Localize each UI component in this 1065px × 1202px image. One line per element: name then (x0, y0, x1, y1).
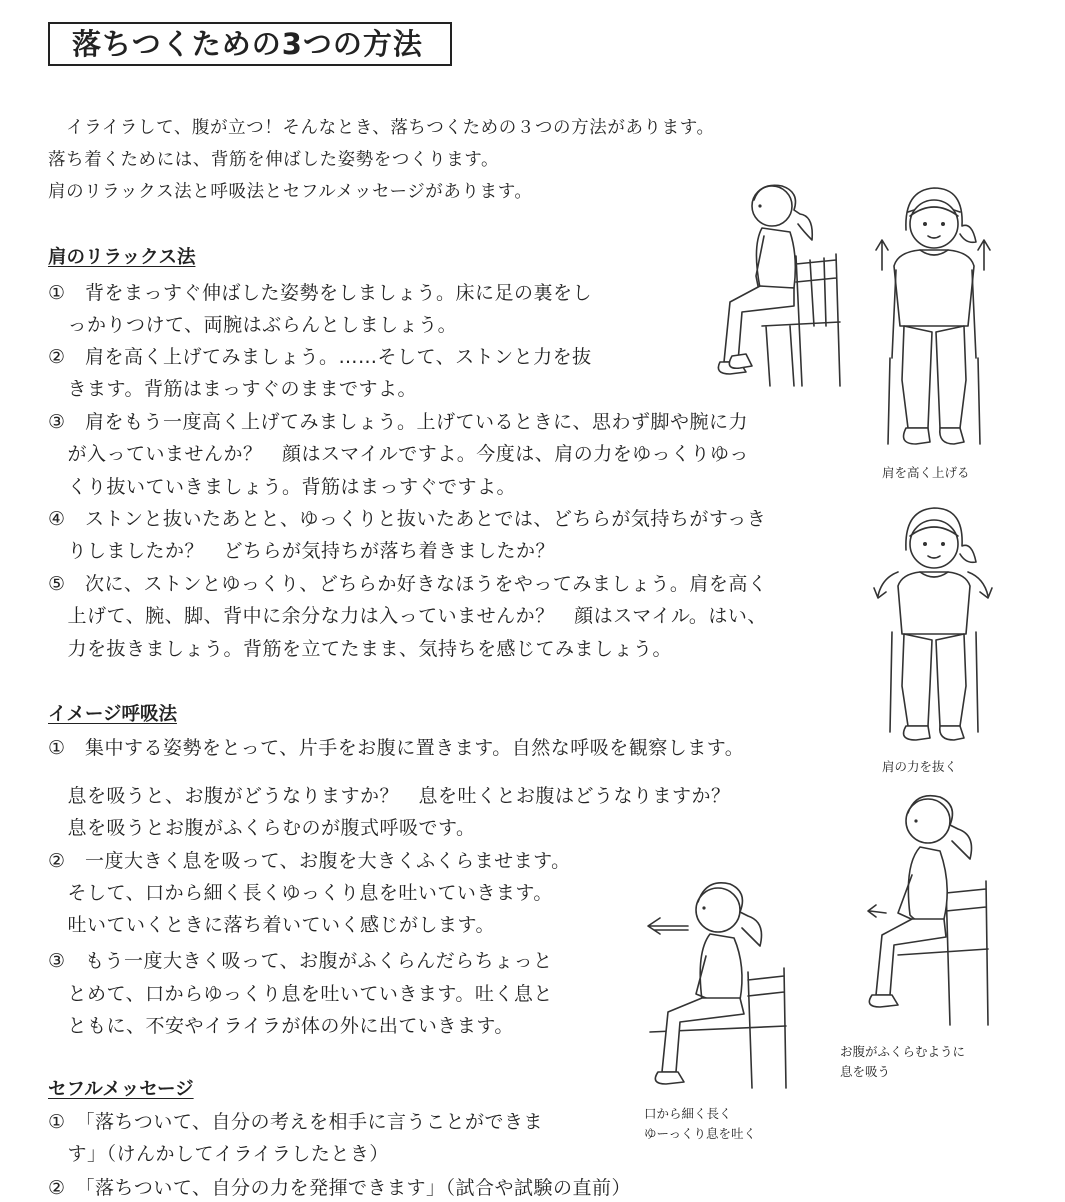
breathing-line: ① 集中する姿勢をとって、片手をお腹に置きます。自然な呼吸を観察します。 (48, 737, 745, 759)
shoulder-line: ④ ストンと抜いたあとと、ゆっくりと抜いたあとでは、どちらが気持ちがすっき (48, 508, 767, 530)
breathing-line: 息を吸うと、お腹がどうなりますか？ 息を吐くとお腹はどうなりますか？ (48, 785, 731, 807)
breathing-line: ② 一度大きく息を吸って、お腹を大きくふくらませます。 (48, 850, 571, 872)
shoulder-line: 力を抜きましょう。背筋を立てたまま、気持ちを感じてみましょう。 (48, 638, 673, 660)
girl-raise-shoulders-illustration (868, 182, 998, 462)
intro-line-2: 落ち着くためには、背筋を伸ばした姿勢をつくります。 (48, 150, 500, 170)
shoulder-line: りしましたか？ どちらが気持ちが落ち着きましたか？ (48, 540, 556, 562)
caption-inhale-line-1: お腹がふくらむように (840, 1044, 966, 1059)
self-message-line: す」（けんかしてイライラしたとき） (48, 1143, 389, 1165)
shoulder-line: ② 肩を高く上げてみましょう。……そして、ストンと力を抜 (48, 346, 592, 368)
caption-raise-shoulders: 肩を高く上げる (882, 465, 970, 480)
shoulder-line: ① 背をまっすぐ伸ばした姿勢をしましょう。床に足の裏をし (48, 282, 593, 304)
shoulder-line: くり抜いていきましょう。背筋はまっすぐですよ。 (48, 476, 517, 498)
intro-line-1: イライラして、腹が立つ！そんなとき、落ちつくための３つの方法があります。 (48, 118, 715, 138)
girl-exhale-illustration (640, 866, 820, 1096)
shoulder-line: っかりつけて、両腕はぶらんとしましょう。 (48, 314, 458, 336)
caption-inhale-line-2: 息を吸う (840, 1064, 891, 1079)
shoulder-line: きます。背筋はまっすぐのままですよ。 (48, 378, 417, 400)
shoulder-heading: 肩のリラックス法 (48, 247, 196, 268)
girl-seated-side-illustration (690, 176, 850, 396)
breathing-line: ともに、不安やイライラが体の外に出ていきます。 (48, 1015, 514, 1037)
caption-exhale-line-2: ゆーっくり息を吐く (644, 1126, 757, 1141)
caption-exhale-line-1: 口から細く長く (644, 1106, 732, 1121)
caption-release-shoulders: 肩の力を抜く (882, 759, 958, 774)
girl-release-shoulders-illustration (868, 500, 998, 760)
breathing-heading: イメージ呼吸法 (48, 704, 177, 725)
shoulder-line: 上げて、腕、脚、背中に余分な力は入っていませんか？ 顔はスマイル。はい、 (48, 605, 767, 627)
shoulder-line: が入っていませんか？ 顔はスマイルですよ。今度は、肩の力をゆっくりゆっ (48, 443, 749, 465)
shoulder-line: ⑤ 次に、ストンとゆっくり、どちらか好きなほうをやってみましょう。肩を高く (48, 573, 768, 595)
self-message-line: ① 「落ちついて、自分の考えを相手に言うことができま (48, 1111, 543, 1133)
intro-line-3: 肩のリラックス法と呼吸法とセフルメッセージがあります。 (48, 182, 533, 202)
self-message-heading: セフルメッセージ (48, 1079, 194, 1100)
self-message-line: ② 「落ちついて、自分の力を発揮できます」（試合や試験の直前） (48, 1177, 631, 1199)
breathing-line: とめて、口からゆっくり息を吐いていきます。吐く息と (48, 983, 553, 1005)
breathing-line: ③ もう一度大きく吸って、お腹がふくらんだらちょっと (48, 950, 553, 972)
girl-inhale-illustration (836, 785, 996, 1035)
breathing-line: 吐いていくときに落ち着いていく感じがします。 (48, 914, 495, 936)
shoulder-line: ③ 肩をもう一度高く上げてみましょう。上げているときに、思わず脚や腕に力 (48, 411, 749, 433)
breathing-line: そして、口から細く長くゆっくり息を吐いていきます。 (48, 882, 553, 904)
page-title: 落ちつくための3つの方法 (48, 22, 452, 66)
breathing-line: 息を吸うとお腹がふくらむのが腹式呼吸です。 (48, 817, 476, 839)
